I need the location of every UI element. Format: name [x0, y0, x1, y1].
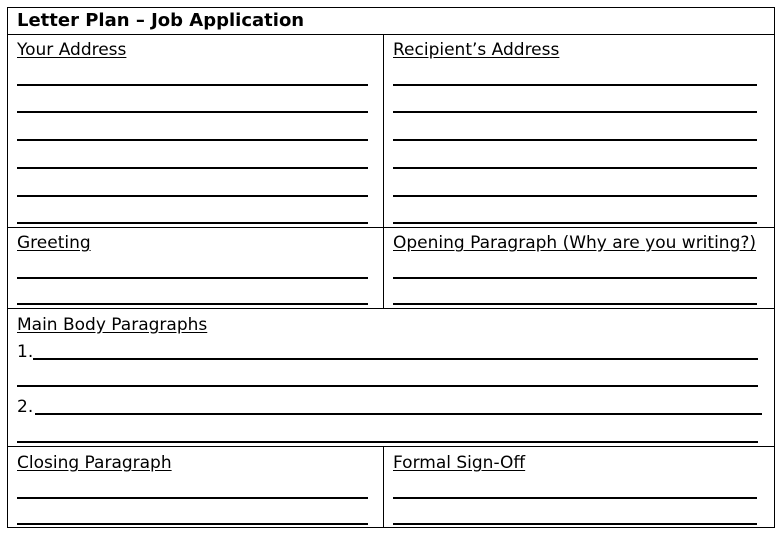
opening-paragraph-label: Opening Paragraph (Why are you writing?): [393, 233, 757, 253]
recipient-address-line[interactable]: [393, 195, 757, 197]
recipient-address-label: Recipient’s Address: [393, 40, 560, 60]
your-address-line[interactable]: [17, 139, 368, 141]
recipient-address-line[interactable]: [393, 139, 757, 141]
greeting-row-divider: [7, 308, 775, 309]
your-address-line[interactable]: [17, 222, 368, 224]
address-column-divider: [383, 34, 384, 308]
paragraph-number-2: 2.: [17, 397, 34, 417]
greeting-line[interactable]: [17, 303, 368, 305]
sign-off-line[interactable]: [393, 497, 757, 499]
main-body-label: Main Body Paragraphs: [17, 315, 208, 335]
opening-paragraph-line[interactable]: [393, 303, 757, 305]
title-row-divider: [7, 34, 775, 35]
main-body-line[interactable]: [35, 413, 762, 415]
greeting-label: Greeting: [17, 233, 91, 253]
closing-paragraph-label: Closing Paragraph: [17, 453, 172, 473]
greeting-line[interactable]: [17, 277, 368, 279]
your-address-line[interactable]: [17, 84, 368, 86]
main-body-line[interactable]: [17, 385, 758, 387]
opening-paragraph-line[interactable]: [393, 277, 757, 279]
recipient-address-line[interactable]: [393, 111, 757, 113]
closing-column-divider: [383, 446, 384, 528]
your-address-label: Your Address: [17, 40, 127, 60]
main-body-line[interactable]: [17, 441, 758, 443]
body-row-divider: [7, 446, 775, 447]
main-body-line[interactable]: [33, 358, 758, 360]
recipient-address-line[interactable]: [393, 167, 757, 169]
your-address-line[interactable]: [17, 195, 368, 197]
closing-paragraph-line[interactable]: [17, 497, 368, 499]
paragraph-number-1: 1.: [17, 342, 34, 362]
page-title: Letter Plan – Job Application: [17, 10, 305, 31]
your-address-line[interactable]: [17, 167, 368, 169]
recipient-address-line[interactable]: [393, 84, 757, 86]
address-row-divider: [7, 227, 775, 228]
closing-paragraph-line[interactable]: [17, 523, 368, 525]
your-address-line[interactable]: [17, 111, 368, 113]
sign-off-line[interactable]: [393, 523, 757, 525]
recipient-address-line[interactable]: [393, 222, 757, 224]
formal-sign-off-label: Formal Sign-Off: [393, 453, 526, 473]
